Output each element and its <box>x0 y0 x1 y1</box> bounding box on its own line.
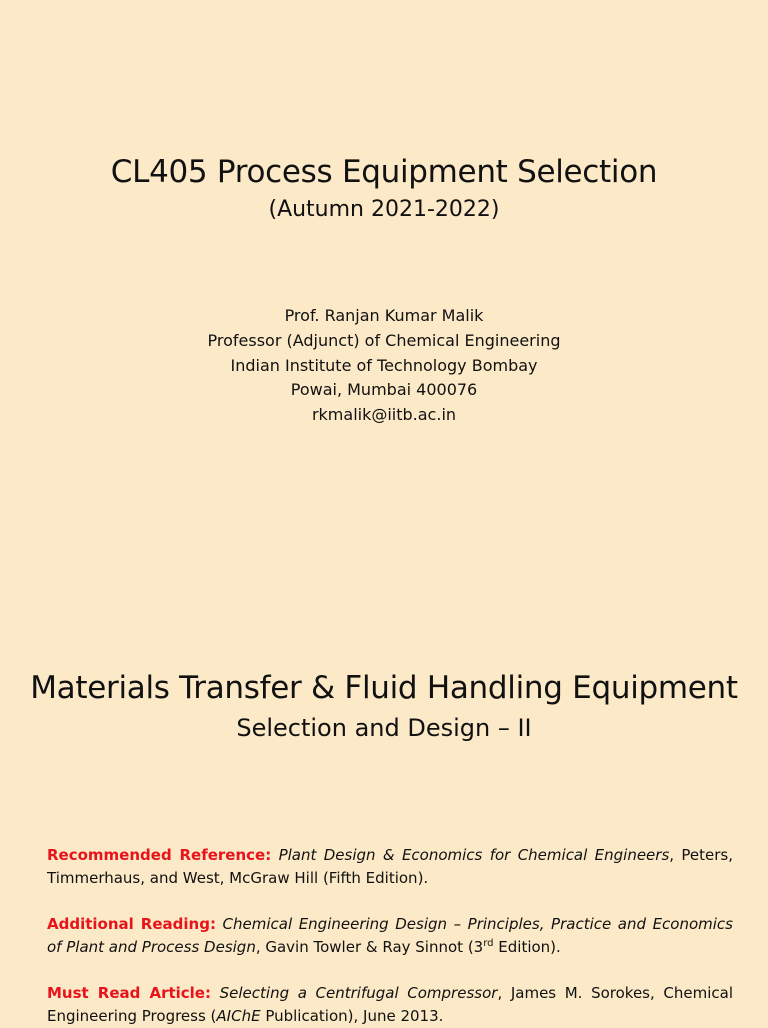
additional-reading-edition: Edition). <box>493 938 561 956</box>
author-block <box>0 304 768 428</box>
additional-reading-work: Chemical Engineering Design – Principles, Practice and Economics of Plant and Process Design <box>47 915 733 956</box>
course-title: CL405 Process Equipment Selection <box>110 154 658 190</box>
must-read-article <box>47 982 733 1028</box>
must-read-article-text <box>47 982 733 1028</box>
must-read-article-work: Selecting a Centrifugal Compressor <box>219 984 498 1002</box>
recommended-reference-text <box>47 844 733 890</box>
author-position: Professor (Adjunct) of Chemical Engineering <box>207 330 561 350</box>
must-read-article-label: Must Read Article: <box>47 984 211 1002</box>
recommended-reference <box>47 844 733 890</box>
recommended-reference-label: Recommended Reference: <box>47 846 272 864</box>
recommended-reference-work: Plant Design & Economics for Chemical Engineers <box>278 846 670 864</box>
course-term: (Autumn 2021-2022) <box>268 197 500 222</box>
must-read-article-publisher: AIChE <box>216 1007 261 1025</box>
lecture-title: Materials Transfer & Fluid Handling Equipment <box>30 670 738 706</box>
additional-reading-text <box>47 913 733 959</box>
must-read-article-date: Publication), June 2013. <box>260 1007 444 1025</box>
recommended-reference-details: , Peters, Timmerhaus, and West, McGraw Hill (Fifth Edition). <box>47 846 734 887</box>
author-email: rkmalik@iitb.ac.in <box>311 405 457 425</box>
must-read-article-details: , James M. Sorokes, Chemical Engineering Progress ( <box>47 984 733 1025</box>
additional-reading <box>47 913 733 959</box>
edition-superscript: rd <box>483 938 494 949</box>
author-institute: Indian Institute of Technology Bombay <box>230 355 538 375</box>
lecture-subtitle: Selection and Design – II <box>236 714 532 742</box>
additional-reading-label: Additional Reading: <box>47 915 216 933</box>
additional-reading-details: , Gavin Towler & Ray Sinnot (3 <box>255 938 484 956</box>
author-name: Prof. Ranjan Kumar Malik <box>284 306 484 325</box>
author-address: Powai, Mumbai 400076 <box>290 380 478 400</box>
